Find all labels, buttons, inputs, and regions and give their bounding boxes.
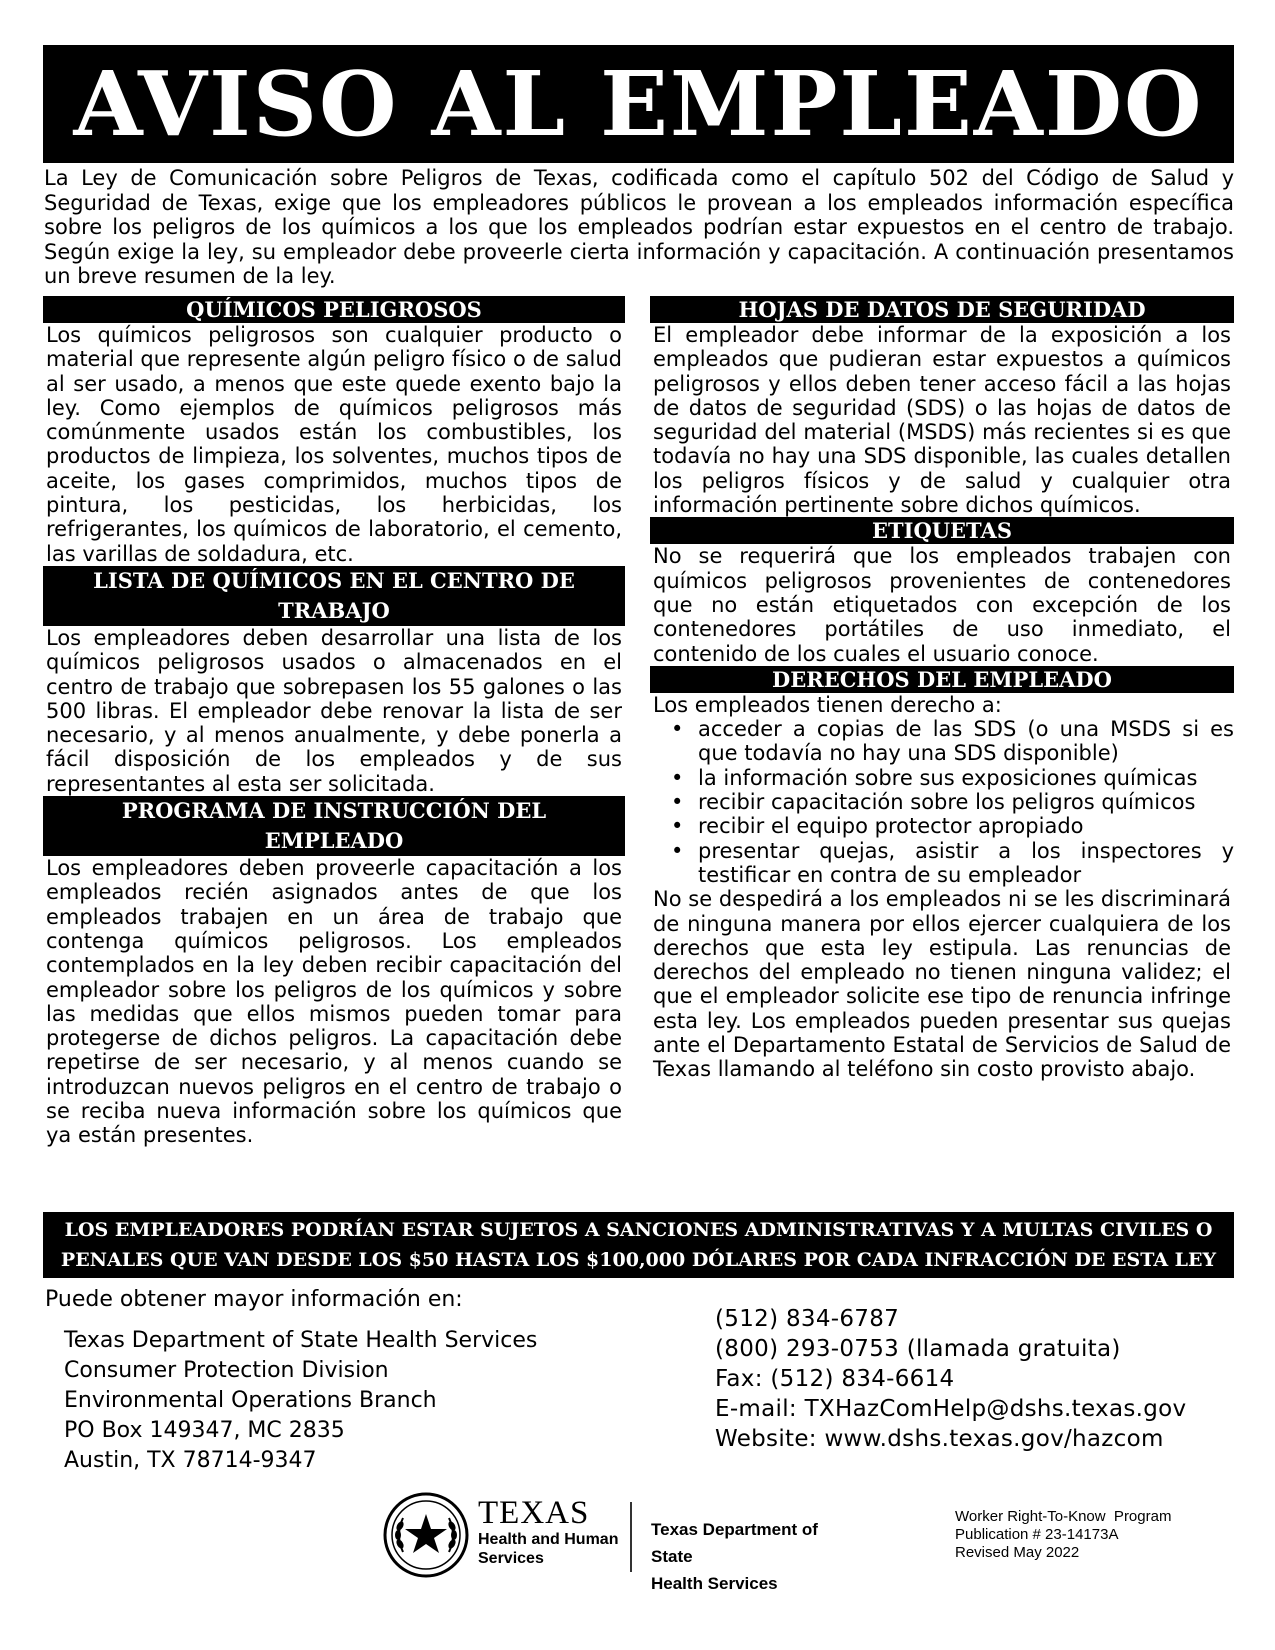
rights-item-text: la información sobre sus exposiciones químicas: [698, 765, 1198, 790]
address-line: Environmental Operations Branch: [64, 1388, 437, 1413]
bullet-icon: •: [671, 838, 684, 863]
address-line: Consumer Protection Division: [64, 1358, 389, 1383]
agency-logos: [383, 1492, 863, 1593]
bullet-icon: •: [671, 790, 684, 815]
list-item: [671, 838, 1234, 888]
page-title: AVISO AL EMPLEADO: [43, 45, 1234, 163]
email-link[interactable]: E-mail: TXHazComHelp@dshs.texas.gov: [715, 1396, 1187, 1422]
penalty-line-2: PENALES QUE VAN DESDE LOS $50 HASTA LOS $100,000 DÓLARES POR CADA INFRACCIÓN DE ESTA LEY: [60, 1249, 1217, 1271]
revision-date: Revised May 2022: [955, 1544, 1080, 1561]
section-heading-lista: LISTA DE QUÍMICOS EN EL CENTRO DE TRABAJO: [43, 566, 625, 626]
list-item: [671, 765, 1234, 790]
section-heading-quimicos: QUÍMICOS PELIGROSOS: [43, 296, 625, 323]
bullet-icon: •: [671, 765, 684, 790]
section-body-lista: Los empleadores deben desarrollar una lista de los químicos peligrosos usados o almacenados en el centro de trabajo que sobrepasen los 55 galones o las 500 libras. El empleador debe renovar la lista de ser necesario, y al menos anualmente, y debe ponerla a fácil disposición de los empleados y de sus representantes al esta ser solicitada.: [46, 625, 622, 796]
left-column: [43, 296, 625, 1148]
address-line: Austin, TX 78714-9347: [64, 1448, 317, 1473]
bullet-icon: •: [671, 717, 684, 742]
rights-item-text: presentar quejas, asistir a los inspectores y testificar en contra de su empleador: [698, 838, 1234, 887]
contact-info: [715, 1304, 1186, 1454]
bullet-icon: •: [671, 814, 684, 839]
penalty-line-1: LOS EMPLEADORES PODRÍAN ESTAR SUJETOS A SANCIONES ADMINISTRATIVAS Y A MULTAS CIVILES O: [64, 1219, 1213, 1241]
rights-item-text: acceder a copias de las SDS (o una MSDS si es que todavía no hay una SDS disponible): [698, 717, 1234, 766]
rights-item-text: recibir el equipo protector apropiado: [698, 814, 1084, 839]
publication-number: Publication # 23-14173A: [955, 1526, 1119, 1543]
section-heading-derechos: DERECHOS DEL EMPLEADO: [650, 666, 1234, 693]
website-link[interactable]: Website: www.dshs.texas.gov/hazcom: [715, 1426, 1164, 1452]
address-line: Texas Department of State Health Services: [64, 1328, 538, 1353]
section-body-derechos: No se despedirá a los empleados ni se les discriminará de ninguna manera por ellos ejercer cualquiera de los derechos que esta ley estipula. Las renuncias de derechos del empleado no tienen ninguna validez; el que el empleador solicite ese tipo de renuncia infringe esta ley. Los empleados pueden presentar sus quejas ante el Departamento Estatal de Servicios de Salud de Texas llamando al teléfono sin costo provisto abajo.: [653, 887, 1231, 1082]
section-body-quimicos: Los químicos peligrosos son cualquier producto o material que represente algún peligro físico o de salud al ser usado, a menos que este quede exento bajo la ley. Como ejemplos de químicos peligrosos más comúnmente usados están los combustibles, los productos de limpieza, los solventes, muchos tipos de aceite, los gases comprimidos, muchos tipos de pintura, los pesticidas, los herbicidas, los refrigerantes, los químicos de laboratorio, el cemento, las varillas de soldadura, etc.: [46, 323, 622, 566]
hhs-logo-text: [478, 1496, 618, 1568]
hhs-logo-texas: TEXAS: [478, 1495, 590, 1531]
phone-number: (512) 834-6787: [715, 1306, 900, 1332]
penalty-banner: [43, 1212, 1234, 1278]
hhs-logo-line1: Health and Human: [478, 1531, 619, 1548]
dshs-logo-line2: Health Services: [651, 1574, 778, 1593]
dshs-logo-text: [651, 1516, 863, 1597]
section-heading-hojas: HOJAS DE DATOS DE SEGURIDAD: [650, 296, 1234, 323]
texas-seal-icon: [383, 1492, 469, 1578]
list-item: [671, 717, 1234, 766]
section-body-etiquetas: No se requerirá que los empleados trabajen con químicos peligrosos provenientes de contenedores que no están etiquetados con excepción de los contenedores portátiles de uso inmediato, el contenido de los cuales el usuario conoce.: [653, 544, 1231, 666]
section-heading-etiquetas: ETIQUETAS: [650, 517, 1234, 544]
rights-item-text: recibir capacitación sobre los peligros químicos: [698, 790, 1196, 815]
section-heading-programa: PROGRAMA DE INSTRUCCIÓN DEL EMPLEADO: [43, 796, 625, 856]
intro-paragraph: La Ley de Comunicación sobre Peligros de Texas, codificada como el capítulo 502 del Código de Salud y Seguridad de Texas, exige que los empleadores públicos le provean a los empleados información específica sobre los peligros de los químicos a los que los empleados podrían estar expuestos en el centro de trabajo. Según exige la ley, su empleador debe proveerle cierta información y capacitación. A continuación presentamos un breve resumen de la ley.: [44, 166, 1234, 288]
section-body-programa: Los empleadores deben proveerle capacitación a los empleados recién asignados antes de que los empleados trabajen en un área de trabajo que contenga químicos peligrosos. Los empleados contemplados en la ley deben recibir capacitación del empleador sobre los peligros de los químicos y sobre las medidas que ellos mismos pueden tomar para protegerse de dichos peligros. La capacitación debe repetirse de ser necesario, y al menos cuando se introduzcan nuevos peligros en el centro de trabajo o se reciba nueva información sobre los químicos que ya están presentes.: [46, 856, 622, 1148]
program-name: Worker Right-To-Know Program: [955, 1508, 1172, 1525]
address-line: PO Box 149347, MC 2835: [64, 1418, 345, 1443]
rights-list: [650, 717, 1234, 887]
section-body-hojas: El empleador debe informar de la exposición a los empleados que pudieran estar expuestos a químicos peligrosos y ellos deben tener acceso fácil a las hojas de datos de seguridad (SDS) o las hojas de datos de seguridad del material (MSDS) más recientes si es que todavía no hay una SDS disponible, las cuales detallen los peligros físicos y de salud y cualquier otra información pertinente sobre dichos químicos.: [653, 323, 1231, 518]
dshs-logo-line1: Texas Department of State: [651, 1520, 818, 1566]
tollfree-number: (800) 293-0753 (llamada gratuita): [715, 1336, 1121, 1362]
logo-divider: [630, 1502, 632, 1572]
mailing-address: [64, 1326, 537, 1476]
hhs-logo-line2: Services: [478, 1550, 544, 1567]
publication-info: [955, 1508, 1171, 1562]
list-item: [671, 790, 1234, 815]
more-info-label: Puede obtener mayor información en:: [45, 1287, 463, 1312]
right-column: [650, 296, 1234, 1082]
list-item: [671, 814, 1234, 839]
rights-intro: Los empleados tienen derecho a:: [653, 692, 1002, 717]
fax-number: Fax: (512) 834-6614: [715, 1366, 955, 1392]
